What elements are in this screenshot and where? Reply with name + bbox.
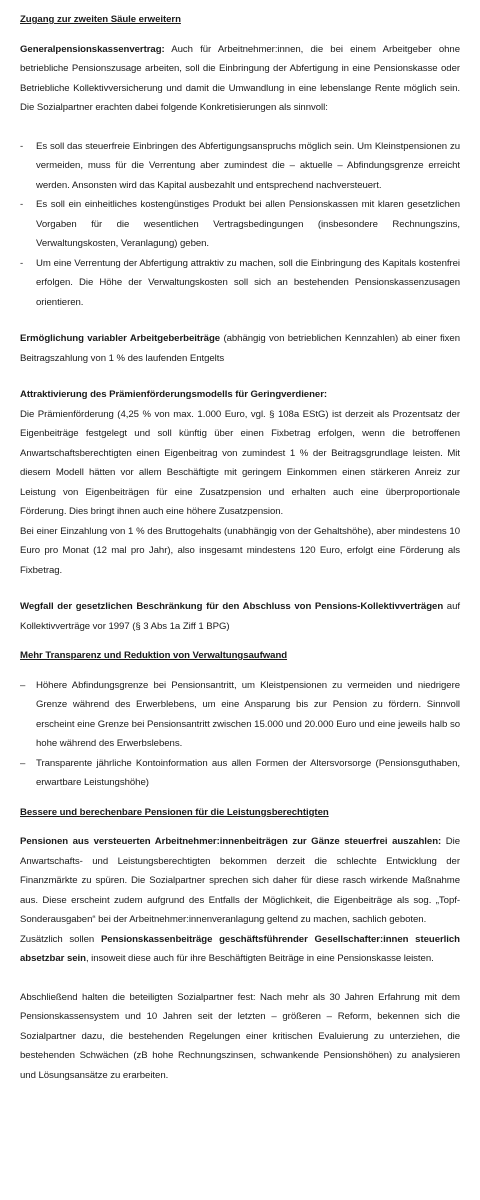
section-heading-zweite-saeule: Zugang zur zweiten Säule erweitern bbox=[20, 14, 181, 25]
paragraph-text: Auch für Arbeitnehmer:innen, die bei einem Arbeitgeber ohne betriebliche Pensionszusage arbeiten, soll die Einbringung der Abfertigung in eine Pensionskasse oder Betriebliche Kollektivversicherung und damit die Umwandlung in eine lebenslange Rente möglich sein. Die Sozialpartner erachten dabei folgende Konkretisierungen als sinnvoll: bbox=[20, 43, 460, 113]
paragraph-abschliessend: Abschließend halten die beteiligten Sozialpartner fest: Nach mehr als 30 Jahren Erfahrung mit dem Pensionskassensystem und 10 Jahren seit der letzten – größeren – Reform, bekennen sich die Sozialpartner dazu, die bestehenden Regelungen einer kritischen Evaluierung zu unterziehen, die bestehenden Schwächen (zB hohe Rechnungszinsen, schwankende Pensionshöhen) zu analysieren und Lösungsansätze zu erarbeiten. bbox=[20, 991, 460, 1081]
paragraph-text: , insoweit diese auch für ihre Beschäftigten Beiträge in eine Pensionskasse leisten. bbox=[85, 953, 434, 964]
paragraph-steuerfrei-auszahlen bbox=[20, 832, 460, 930]
bold-lead: Pensionen aus versteuerten Arbeitnehmer:innenbeiträgen zur Gänze steuerfrei auszahlen: bbox=[20, 836, 442, 847]
paragraph-text: Die Anwartschafts- und Leistungsberechtigten bekommen derzeit die schlechte Entwicklung der Finanzmärkte zu spüren. Die Sozialpartner sprechen sich daher für diese rasch wirkende Maßnahme aus. Diese erscheint zudem aufgrund des Entfalls der Möglichkeit, die Eigenbeiträge als sog. „Topf-Sonderausgaben“ bei der Arbeitnehmer:innenveranlagung geltend zu machen, sachlich geboten. bbox=[20, 836, 460, 925]
section-heading-transparenz: Mehr Transparenz und Reduktion von Verwaltungsaufwand bbox=[20, 650, 288, 661]
list-item: - Es soll ein einheitliches kostengünstiges Produkt bei allen Pensionskassen mit klaren gesetzlichen Vorgaben für die wesentlichen Vertragsbedingungen (insbesondere Rechnungszins, Verwaltungskosten, Veranlagung) geben. bbox=[20, 195, 460, 254]
paragraph-wegfall-beschraenkung bbox=[20, 597, 460, 636]
bullet-list-konkretisierungen bbox=[20, 137, 460, 313]
section-heading-praemienfoerderung: Attraktivierung des Prämienförderungsmodells für Geringverdiener: bbox=[20, 389, 328, 400]
paragraph-text: auf Kollektivverträge vor 1997 (§ 3 Abs 1a Ziff 1 BPG) bbox=[20, 601, 460, 632]
bold-lead: Wegfall der gesetzlichen Beschränkung für den Abschluss von Pensions-Kollektivverträgen bbox=[20, 601, 444, 612]
paragraph-text: (abhängig von betrieblichen Kennzahlen) ab einer fixen Beitragszahlung von 1 % des laufenden Entgelts bbox=[20, 333, 461, 364]
paragraph-generalpensionskassenvertrag bbox=[20, 40, 460, 118]
paragraph-einzahlung: Bei einer Einzahlung von 1 % des Bruttogehalts (unabhängig von der Gehaltshöhe), aber mindestens 10 Euro pro Monat (12 mal pro Jahr), also insgesamt mindestens 120 Euro, erfolgt eine Förderung als Fixbetrag. bbox=[20, 525, 460, 576]
paragraph-gesellschafter bbox=[20, 930, 460, 969]
document-page bbox=[20, 10, 460, 1085]
list-item: - Um eine Verrentung der Abfertigung attraktiv zu machen, soll die Einbringung des Kapitals kostenfrei erfolgen. Die Höhe der Verwaltungskosten soll sich an bestehenden Pensionskassenzusagen orientieren. bbox=[20, 254, 460, 313]
bullet-list-transparenz bbox=[20, 676, 460, 793]
bold-phrase: Pensionskassenbeiträge geschäftsführender Gesellschafter:innen steuerlich absetzbar sein bbox=[20, 933, 460, 964]
section-heading-bessere-pensionen: Bessere und berechenbare Pensionen für die Leistungsberechtigten bbox=[20, 806, 329, 818]
paragraph-text: Zusätzlich sollen bbox=[20, 933, 101, 945]
bold-lead: Ermöglichung variabler Arbeitgeberbeiträge bbox=[20, 333, 221, 344]
list-item: - Es soll das steuerfreie Einbringen des Abfertigungsanspruchs möglich sein. Um Kleinstpensionen zu vermeiden, muss für die Verrentung aber zumindest die – aktuelle – Abfindungsgrenze erreicht werden. Ansonsten wird das Kapital ausbezahlt und entsprechend nachversteuert. bbox=[20, 137, 460, 196]
bold-lead: Generalpensionskassenvertrag: bbox=[20, 43, 165, 55]
list-item: – Höhere Abfindungsgrenze bei Pensionsantritt, um Kleistpensionen zu vermeiden und niedrigere Grenze während des Erwerblebens, um eine Ansparung bis zur Pension zu fördern. Sinnvoll erscheint eine Grenze bei Pensionsantritt zwischen 15.000 und 20.000 Euro und eine jeweils halb so hohe während des Erwerbslebens. bbox=[20, 676, 460, 754]
list-item: – Transparente jährliche Kontoinformation aus allen Formen der Altersvorsorge (Pensionsguthaben, erwartbare Leistungshöhe) bbox=[20, 754, 460, 793]
paragraph-variable-arbeitgeberbeitraege bbox=[20, 329, 460, 368]
paragraph-praemienfoerderung: Die Prämienförderung (4,25 % von max. 1.000 Euro, vgl. § 108a EStG) ist derzeit als Prozentsatz der Eigenbeiträge festgelegt und soll künftig über einen Fixbetrag erfolgen, wenn die betroffenen Anwartschaftsberechtigten einen Eigenbeitrag von zumindest 1 % der Beitragsgrundlage leisten. Mit diesem Modell hätten vor allem Beschäftigte mit geringem Einkommen einen stärkeren Anreiz zur Leistung von Eigenbeiträgen für eine Zusatzpension und erhalten auch eine überproportionale Förderung. Dies bringt ihnen auch eine höhere Zusatzpension. bbox=[20, 408, 460, 517]
